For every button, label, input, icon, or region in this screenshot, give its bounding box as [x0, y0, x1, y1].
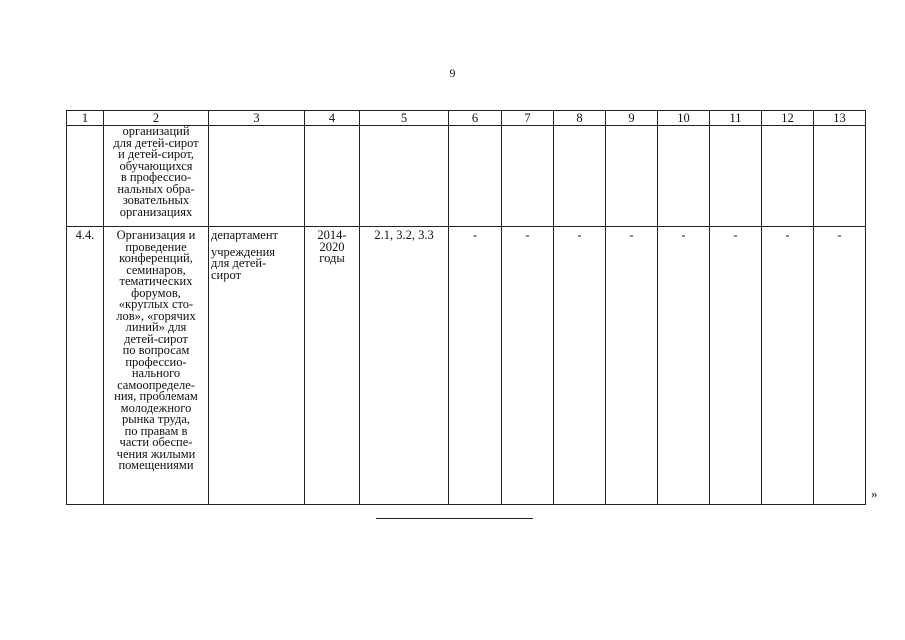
row-number-cell	[67, 126, 104, 227]
activity-name-line: Организация и	[116, 228, 196, 242]
header-cell: 10	[658, 111, 710, 126]
funding-cell: -	[710, 227, 762, 505]
activity-name-line: молодежного	[120, 400, 192, 415]
header-cell: 4	[305, 111, 360, 126]
footnote-rule	[376, 518, 533, 519]
activity-name-line: конференций,	[119, 251, 193, 265]
activity-name-line: проведение	[125, 239, 187, 254]
header-cell: 1	[67, 111, 104, 126]
executor-line: департамент	[211, 228, 279, 242]
table-header-row	[67, 111, 866, 126]
header-cell: 3	[209, 111, 305, 126]
activity-name-line: обучающихся	[119, 158, 193, 173]
funding-cell	[814, 126, 866, 227]
header-cell: 7	[502, 111, 554, 126]
activity-name-line: рынка труда,	[121, 412, 191, 426]
header-cell: 2	[104, 111, 209, 126]
activity-name-line: тематических	[119, 274, 193, 288]
activity-name-line: ния, проблемам	[114, 389, 198, 403]
years-cell	[305, 227, 360, 505]
header-cell: 9	[606, 111, 658, 126]
executor-line: сирот	[211, 267, 242, 282]
closing-quote: »	[871, 486, 878, 501]
activity-name-line: организациях	[119, 204, 193, 219]
activity-name-line: семинаров,	[126, 262, 186, 277]
funding-cell	[502, 126, 554, 227]
funding-cell: -	[814, 227, 866, 505]
funding-cell: -	[606, 227, 658, 505]
years-line: 2020	[319, 239, 345, 254]
activity-name-line: профессио-	[125, 354, 187, 369]
activity-name-line: детей-сирот	[124, 331, 188, 346]
indicators-cell: 2.1, 3.2, 3.3	[360, 227, 449, 505]
executor-cell	[209, 126, 305, 227]
activity-name-line: линий» для	[125, 320, 187, 334]
years-line: годы	[319, 251, 345, 265]
activity-name-line: нальных обра-	[117, 181, 195, 196]
program-activities-table	[66, 110, 866, 505]
funding-cell: -	[658, 227, 710, 505]
header-cell: 5	[360, 111, 449, 126]
table-row-continuation	[67, 126, 866, 227]
funding-cell	[554, 126, 606, 227]
activity-name-line: «круглых сто-	[118, 297, 194, 311]
activity-name-cell	[104, 126, 209, 227]
activity-name-line: части обеспе-	[119, 435, 193, 449]
funding-cell: -	[762, 227, 814, 505]
activity-name-line: для детей-сирот	[113, 135, 199, 150]
funding-cell	[606, 126, 658, 227]
funding-cell: -	[502, 227, 554, 505]
activity-name-cell	[104, 227, 209, 505]
header-cell: 6	[449, 111, 502, 126]
header-cell: 8	[554, 111, 606, 126]
activity-name-line: в профессио-	[120, 170, 192, 184]
executor-cell	[209, 227, 305, 505]
activity-name-line: зовательных	[122, 193, 190, 207]
header-cell: 12	[762, 111, 814, 126]
activity-name-line: организаций	[122, 125, 190, 138]
table-row-item-4-4	[67, 227, 866, 505]
activity-name-line: форумов,	[131, 285, 181, 300]
activity-name-line: и детей-сирот,	[118, 147, 194, 161]
activity-name-line: чения жилыми	[116, 446, 196, 461]
page-number: 9	[449, 66, 456, 80]
header-cell: 13	[814, 111, 866, 126]
funding-cell: -	[449, 227, 502, 505]
activity-name-line: помещениями	[118, 458, 194, 472]
funding-cell: -	[554, 227, 606, 505]
indicators-cell	[360, 126, 449, 227]
activity-name-line: лов», «горячих	[116, 308, 196, 323]
funding-cell	[762, 126, 814, 227]
years-cell	[305, 126, 360, 227]
row-number-cell: 4.4.	[67, 227, 104, 505]
activity-name-line: по правам в	[124, 423, 188, 438]
activity-name-line: нального	[131, 366, 181, 380]
activity-name-line: по вопросам	[122, 343, 190, 357]
activity-name-line: самоопределе-	[117, 377, 195, 392]
executor-line: для детей-	[211, 256, 267, 270]
executor-line: учреждения	[211, 244, 276, 259]
funding-cell	[449, 126, 502, 227]
funding-cell	[658, 126, 710, 227]
funding-cell	[710, 126, 762, 227]
header-cell: 11	[710, 111, 762, 126]
years-line: 2014-	[317, 228, 347, 242]
